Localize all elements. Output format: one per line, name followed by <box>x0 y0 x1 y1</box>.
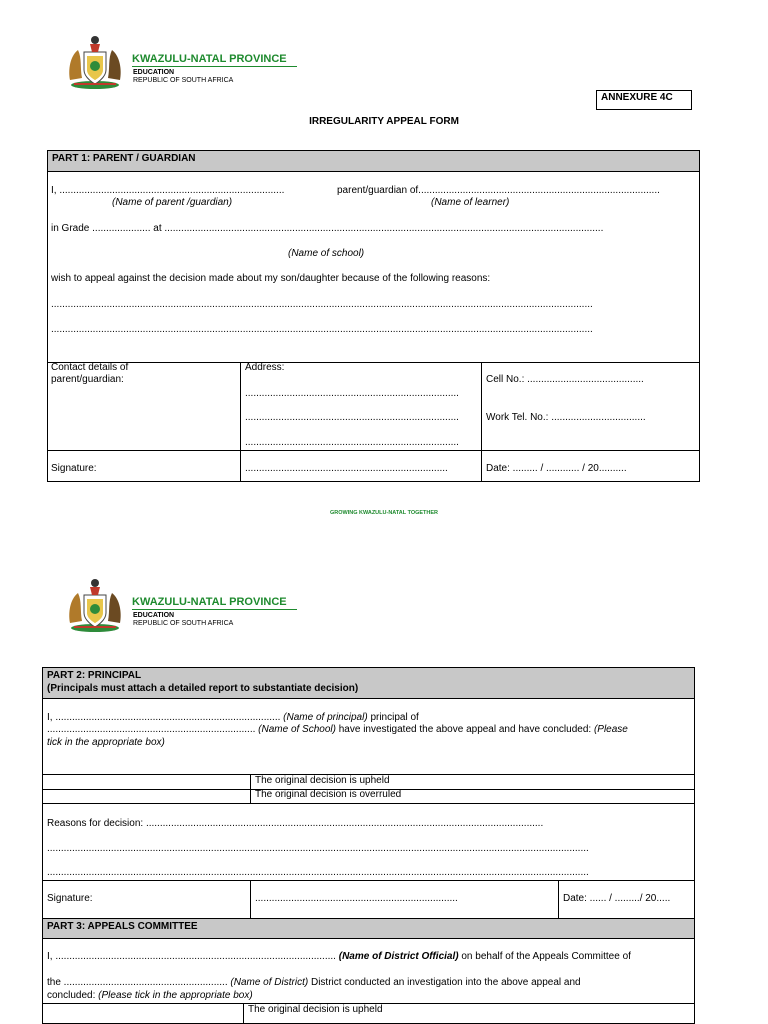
part1-header: PART 1: PARENT / GUARDIAN <box>47 150 700 172</box>
signature-field[interactable]: ......................................................................... <box>245 463 448 474</box>
upheld-tick-box[interactable] <box>43 775 249 788</box>
district-field[interactable] <box>47 977 581 989</box>
district-dots: the ........................................................... <box>47 977 228 988</box>
concluded-line <box>47 990 253 1002</box>
district-caption: (Name of District) <box>230 977 309 988</box>
p2-date-field[interactable]: Date: ...... / ........./ 20..... <box>563 893 671 904</box>
part2-header-note: (Principals must attach a detailed report to substantiate decision) <box>47 683 359 694</box>
p3-tick-col-divider <box>243 1003 244 1024</box>
overruled-tick-box[interactable] <box>43 790 249 803</box>
contact-col-divider-1 <box>240 362 241 482</box>
part2-header-title: PART 2: PRINCIPAL <box>47 670 142 681</box>
signature-label: Signature: <box>51 463 97 474</box>
grade-school-field[interactable]: in Grade ..................... at .............................................................................................................................................................. <box>51 223 604 234</box>
p3-tick-instruction: (Please tick in the appropriate box) <box>98 990 253 1001</box>
country-name: REPUBLIC OF SOUTH AFRICA <box>133 77 234 84</box>
school-name-caption: (Name of school) <box>288 248 365 259</box>
official-name-field[interactable] <box>47 951 631 963</box>
province-name-2: KWAZULU-NATAL PROVINCE <box>132 596 287 608</box>
appeal-statement: wish to appeal against the decision made about my son/daughter because of the following reasons: <box>51 273 491 284</box>
p3-upheld-tick-box[interactable] <box>43 1004 242 1024</box>
address-line-2[interactable]: ............................................................................. <box>245 412 459 423</box>
logo-divider-2 <box>132 609 297 610</box>
reasons-line-3[interactable]: ................................................................................................................................................................................................... <box>47 867 589 878</box>
reason-line-1[interactable]: ................................................................................................................................................................................................... <box>51 299 593 310</box>
part2-header <box>42 667 695 699</box>
annexure-label: ANNEXURE 4C <box>596 90 692 110</box>
p2-tick-col-divider <box>250 774 251 803</box>
reason-line-2[interactable]: ................................................................................................................................................................................................... <box>51 324 593 335</box>
principal-of-text: principal of <box>370 712 419 723</box>
learner-name-caption: (Name of learner) <box>431 197 510 208</box>
tick-instruction-b: tick in the appropriate box) <box>47 737 165 748</box>
behalf-text: on behalf of the Appeals Committee of <box>461 951 631 962</box>
upheld-option: The original decision is upheld <box>255 775 390 786</box>
contact-label: Contact details of parent/guardian: <box>51 362 129 385</box>
province-name: KWAZULU-NATAL PROVINCE <box>132 53 287 65</box>
concluded-text: concluded: <box>47 990 96 1001</box>
contact-col-divider-2 <box>481 362 482 482</box>
coat-of-arms-logo-2 <box>64 573 126 635</box>
cell-number-field[interactable]: Cell No.: .......................................... <box>486 374 644 385</box>
principal-school-field[interactable] <box>47 724 628 736</box>
parent-name-field[interactable]: I, ................................................................................. <box>51 185 285 196</box>
address-label: Address: <box>245 362 285 373</box>
p2-signature-label: Signature: <box>47 893 93 904</box>
coat-of-arms-logo <box>64 30 126 92</box>
address-line-3[interactable]: ............................................................................. <box>245 437 459 448</box>
address-line-1[interactable]: ............................................................................. <box>245 388 459 399</box>
principal-name-dots: I, ................................................................................. <box>47 712 281 723</box>
parent-name-caption: (Name of parent /guardian) <box>112 197 233 208</box>
footer-slogan: GROWING KWAZULU-NATAL TOGETHER <box>329 510 439 516</box>
official-dots: I, ..................................................................................................... <box>47 951 336 962</box>
principal-name-field[interactable] <box>47 712 419 724</box>
reasons-line-2[interactable]: ................................................................................................................................................................................................... <box>47 843 589 854</box>
official-caption: (Name of District Official) <box>338 951 459 962</box>
school-dots: ........................................................................... <box>47 724 256 735</box>
p2-divider-3 <box>42 803 695 804</box>
tick-instruction-a: (Please <box>593 724 628 735</box>
department-name-2: EDUCATION <box>133 612 175 619</box>
part3-header: PART 3: APPEALS COMMITTEE <box>42 918 695 939</box>
school-caption: (Name of School) <box>258 724 336 735</box>
principal-name-caption: (Name of principal) <box>283 712 368 723</box>
form-title: IRREGULARITY APPEAL FORM <box>309 116 459 127</box>
p2-sig-col-divider-1 <box>250 880 251 918</box>
logo-divider <box>132 66 297 67</box>
p3-upheld-option: The original decision is upheld <box>248 1004 383 1015</box>
overruled-option: The original decision is overruled <box>255 789 402 800</box>
signature-divider <box>47 450 700 451</box>
work-tel-field[interactable]: Work Tel. No.: .................................. <box>486 412 646 423</box>
date-field[interactable]: Date: ......... / ............ / 20.......... <box>486 463 627 474</box>
p2-signature-divider <box>42 880 695 881</box>
p2-signature-field[interactable]: ......................................................................... <box>255 893 458 904</box>
investigated-text: have investigated the above appeal and have concluded: <box>338 724 592 735</box>
reasons-field[interactable]: Reasons for decision: ............................................................................................................................................... <box>47 818 544 829</box>
conducted-text: District conducted an investigation into the above appeal and <box>310 977 581 988</box>
p2-sig-col-divider-2 <box>558 880 559 918</box>
country-name-2: REPUBLIC OF SOUTH AFRICA <box>133 620 234 627</box>
department-name: EDUCATION <box>133 69 175 76</box>
learner-name-field[interactable]: parent/guardian of....................................................................................... <box>337 185 660 196</box>
